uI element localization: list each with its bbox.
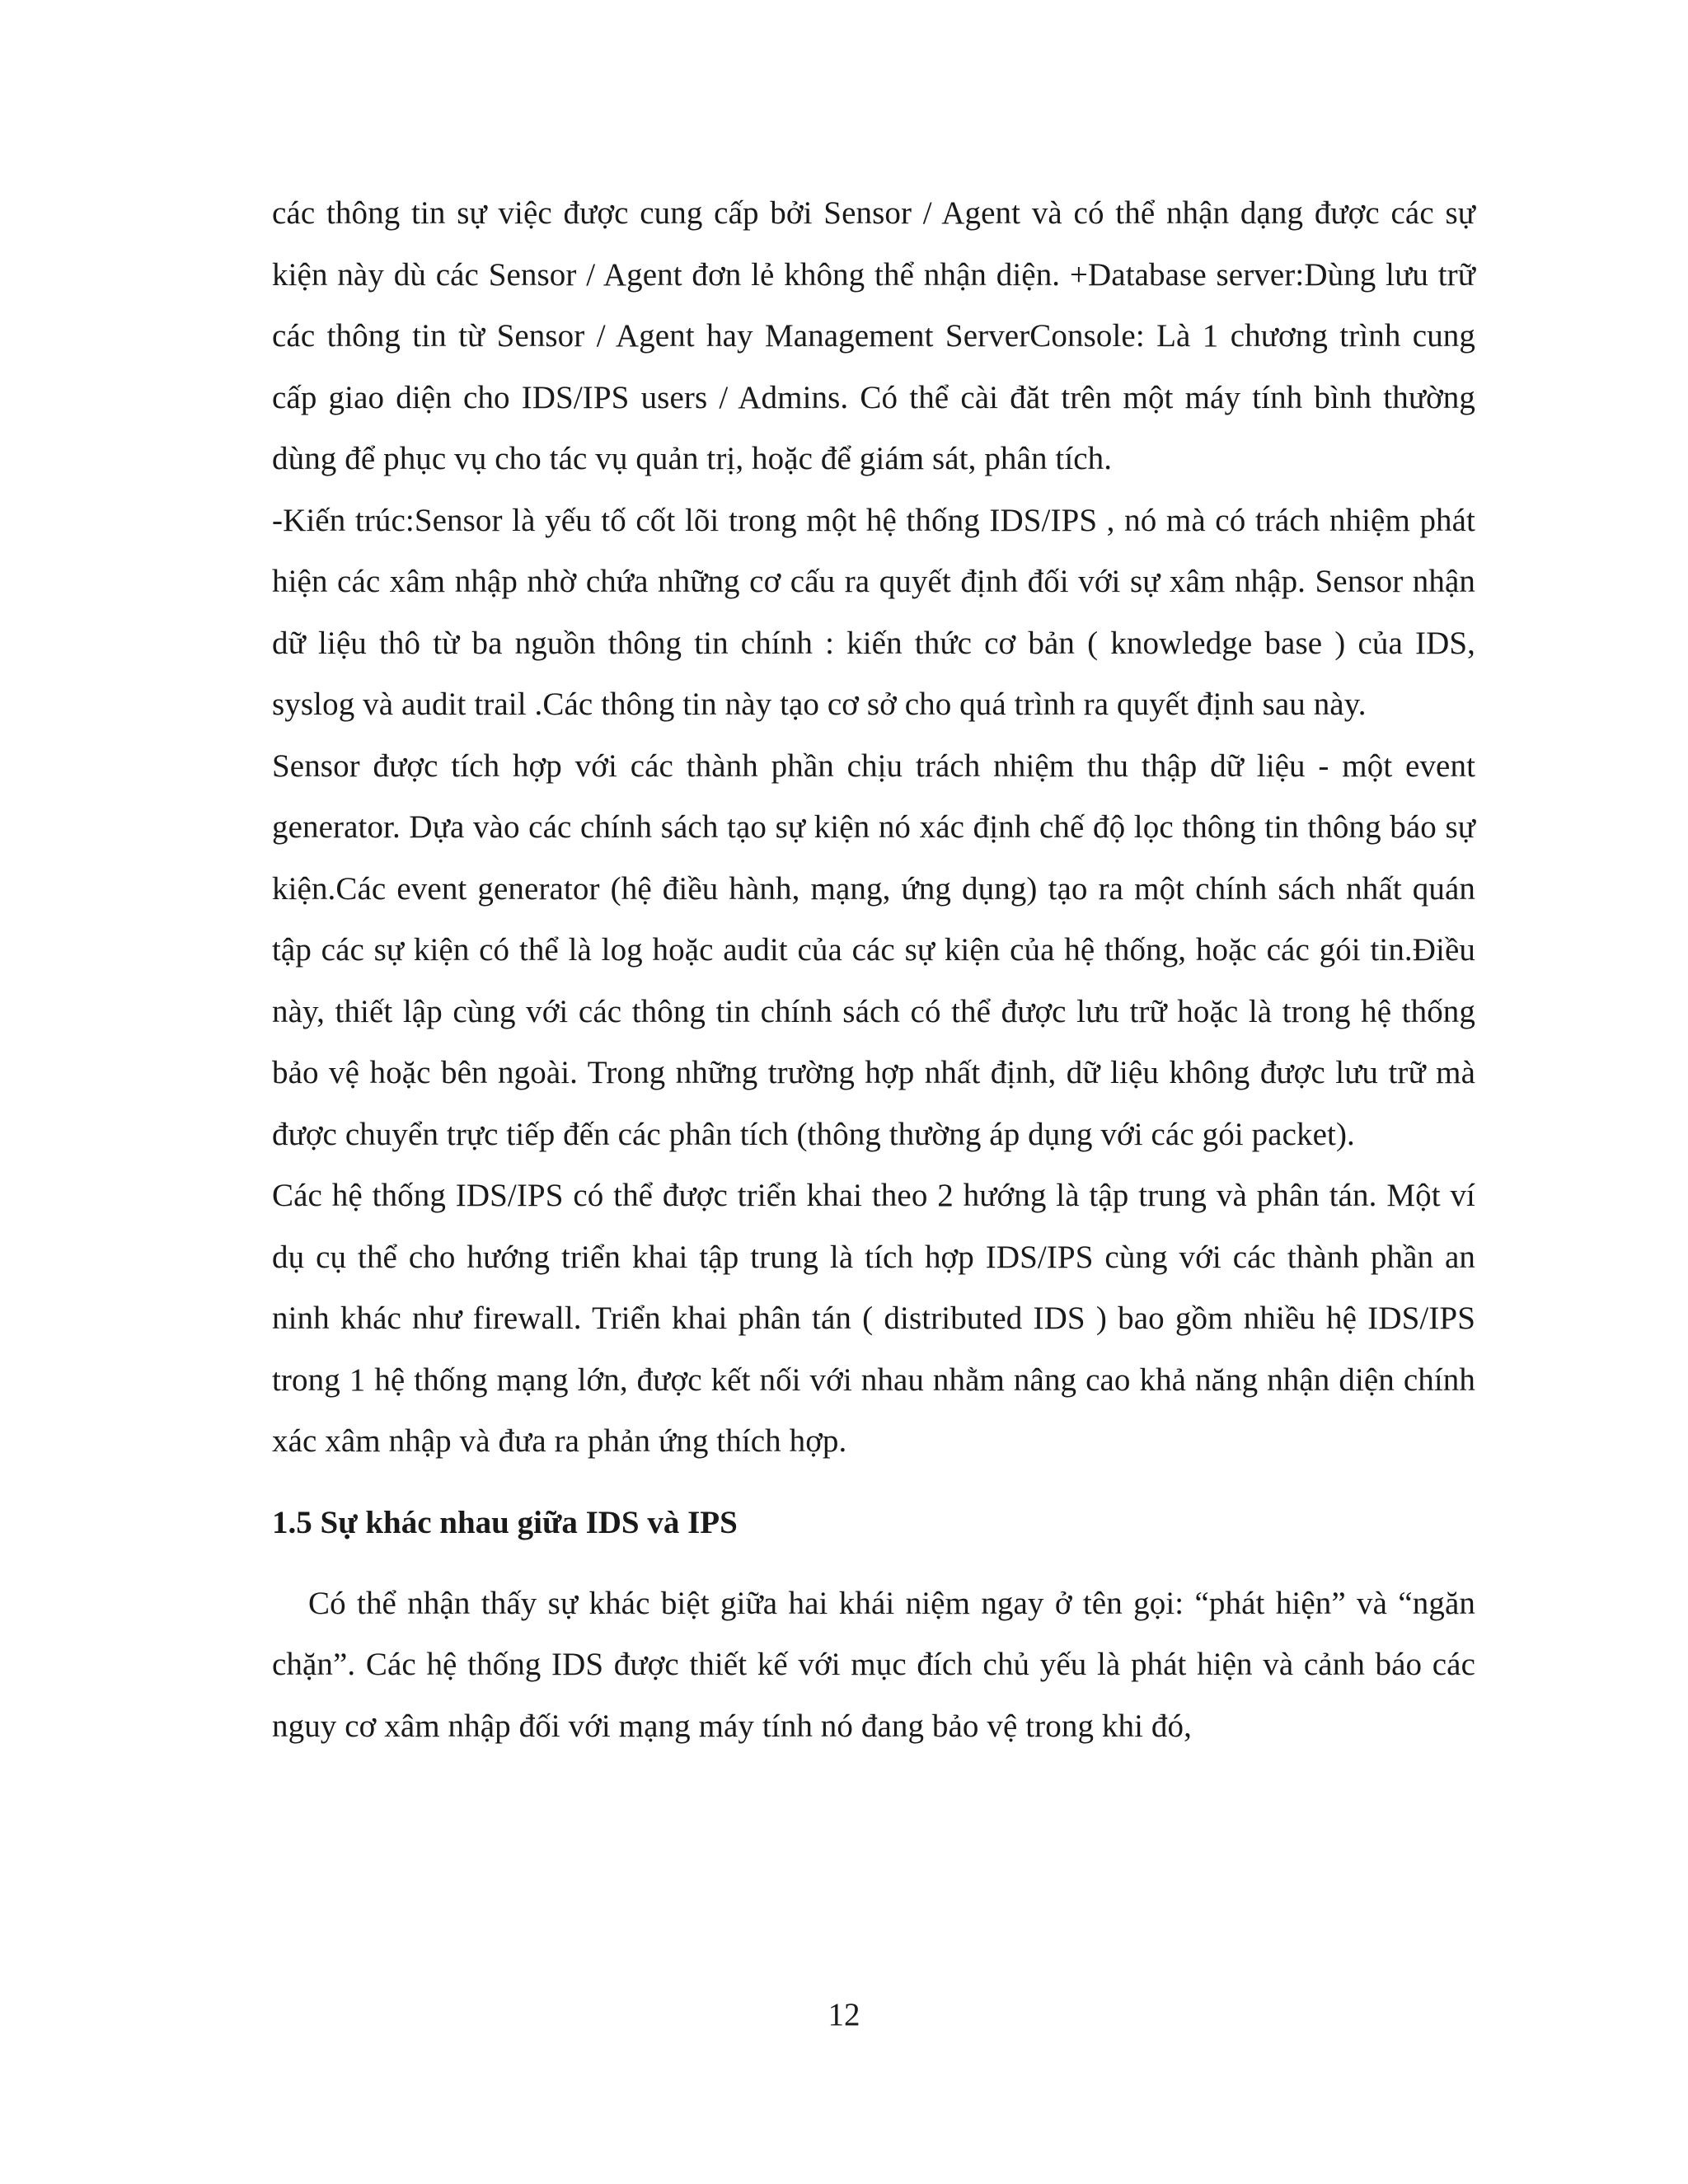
section-heading: 1.5 Sự khác nhau giữa IDS và IPS <box>272 1504 738 1540</box>
paragraph-1: các thông tin sự việc được cung cấp bởi Sensor / Agent và có thể nhận dạng được các sự kiện này dù các Sensor / Agent đơn lẻ không thể nhận diện. +Database server:Dùng lưu trữ các thông tin từ Sensor / Agent hay Management ServerConsole: Là 1 chương trình cung cấp giao diện cho IDS/IPS users / Admins. Có thể cài đăt trên một máy tính bình thường dùng để phục vụ cho tác vụ quản trị, hoặc để giám sát, phân tích. <box>272 195 1475 476</box>
paragraph-3: Sensor được tích hợp với các thành phần chịu trách nhiệm thu thập dữ liệu - một event generator. Dựa vào các chính sách tạo sự kiện nó xác định chế độ lọc thông tin thông báo sự kiện.Các event generator (hệ điều hành, mạng, ứng dụng) tạo ra một chính sách nhất quán tập các sự kiện có thể là log hoặc audit của các sự kiện của hệ thống, hoặc các gói tin.Điều này, thiết lập cùng với các thông tin chính sách có thể được lưu trữ hoặc là trong hệ thống bảo vệ hoặc bên ngoài. Trong những trường hợp nhất định, dữ liệu không được lưu trữ mà được chuyển trực tiếp đến các phân tích (thông thường áp dụng với các gói packet). <box>272 748 1475 1152</box>
document-body <box>272 183 1475 1757</box>
paragraph-2: -Kiến trúc:Sensor là yếu tố cốt lõi trong một hệ thống IDS/IPS , nó mà có trách nhiệm phát hiện các xâm nhập nhờ chứa những cơ cấu ra quyết định đối với sự xâm nhập. Sensor nhận dữ liệu thô từ ba nguồn thông tin chính : kiến thức cơ bản ( knowledge base ) của IDS, syslog và audit trail .Các thông tin này tạo cơ sở cho quá trình ra quyết định sau này. <box>272 502 1475 722</box>
page-number: 12 <box>828 1997 860 2032</box>
paragraph-4: Các hệ thống IDS/IPS có thể được triển khai theo 2 hướng là tập trung và phân tán. Một ví dụ cụ thể cho hướng triển khai tập trung là tích hợp IDS/IPS cùng với các thành phần an ninh khác như firewall. Triển khai phân tán ( distributed IDS ) bao gồm nhiều hệ IDS/IPS trong 1 hệ thống mạng lớn, được kết nối với nhau nhằm nâng cao khả năng nhận diện chính xác xâm nhập và đưa ra phản ứng thích hợp. <box>272 1178 1475 1459</box>
paragraph-5: Có thể nhận thấy sự khác biệt giữa hai khái niệm ngay ở tên gọi: “phát hiện” và “ngăn chặn”. Các hệ thống IDS được thiết kế với mục đích chủ yếu là phát hiện và cảnh báo các nguy cơ xâm nhập đối với mạng máy tính nó đang bảo vệ trong khi đó, <box>272 1585 1475 1744</box>
